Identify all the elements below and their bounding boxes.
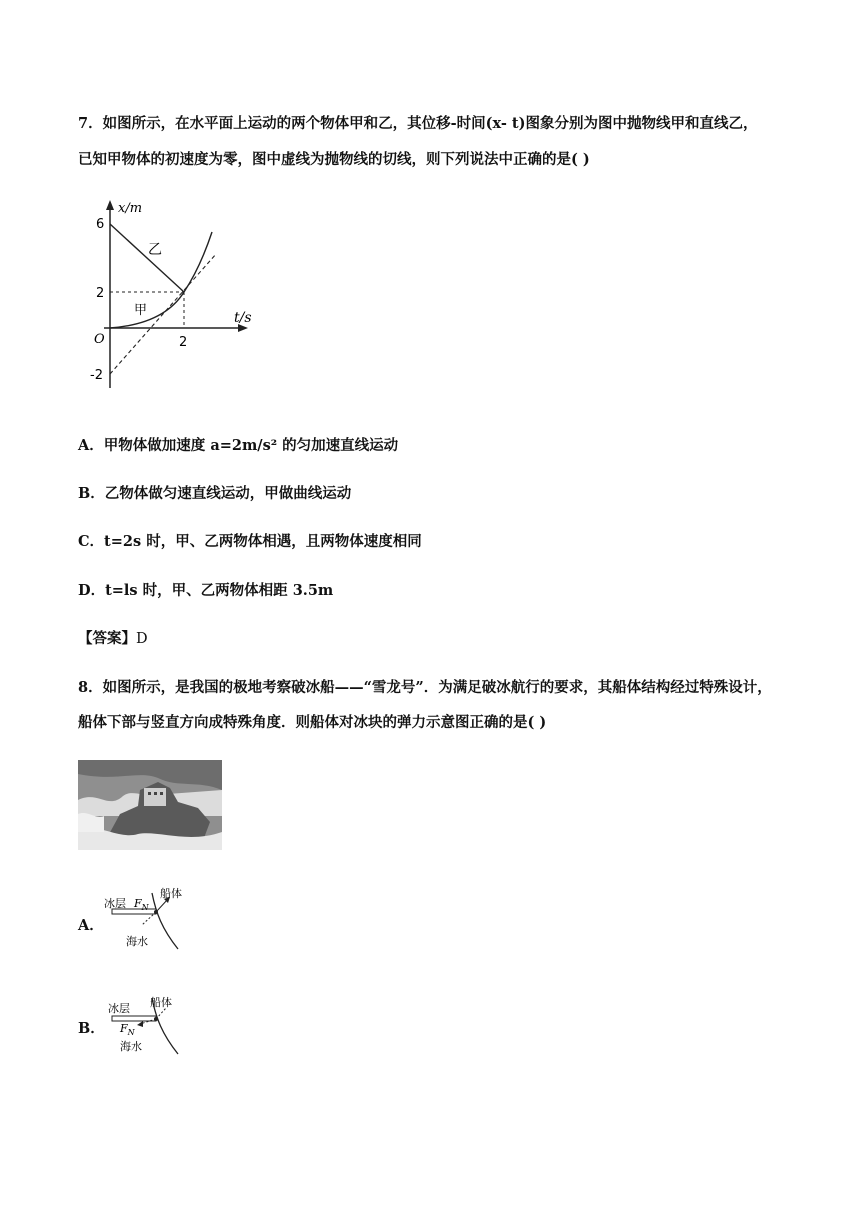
q7-stem-line2: 已知甲物体的初速度为零，图中虚线为抛物线的切线，则下列说法中正确的是( ) (78, 151, 590, 168)
tick-y-2: 2 (96, 286, 105, 301)
q7-xt-graph (84, 196, 274, 396)
hull-label: 船体 (150, 996, 172, 1009)
ice-label: 冰层 (104, 897, 126, 910)
water-label: 海水 (126, 935, 148, 948)
ice-label: 冰层 (108, 1002, 130, 1015)
q8-option-b-letter: B． (78, 1020, 105, 1037)
force-label (133, 897, 150, 912)
option-letter: D． (78, 582, 106, 599)
option-text: t=ls 时，甲、乙两物体相距 3.5m (105, 582, 334, 599)
option-text: 乙物体做匀速直线运动，甲做曲线运动 (104, 485, 352, 502)
y-axis-arrow (106, 200, 114, 210)
tick-y-neg2: -2 (90, 368, 103, 383)
answer-value: D (136, 631, 148, 647)
q7-number: 7． (78, 115, 103, 132)
label-jia: 甲 (134, 303, 148, 318)
line-yi (110, 224, 184, 292)
x-axis-label: t/s (234, 310, 252, 326)
option-text: 甲物体做加速度 a=2m/s² 的匀加速直线运动 (103, 437, 399, 454)
option-text: t=2s 时，甲、乙两物体相遇，且两物体速度相同 (104, 533, 422, 550)
q8-option-a-diagram (100, 885, 200, 953)
q7-line1 (78, 112, 757, 133)
option-letter: A． (78, 437, 104, 454)
icebreaker-photo (78, 760, 222, 850)
option-letter: B． (78, 485, 105, 502)
hull-label: 船体 (160, 887, 182, 900)
y-axis-label: x/m (118, 201, 143, 216)
q8-option-a-letter: A． (78, 917, 104, 934)
tick-x-2: 2 (179, 335, 188, 350)
origin-label: O (94, 332, 105, 347)
tick-y-6: 6 (96, 217, 105, 232)
water-label: 海水 (120, 1040, 142, 1053)
q7-option-d (78, 579, 333, 600)
force-subscript: N (141, 903, 149, 912)
force-subscript: N (127, 1028, 135, 1037)
force-symbol: F (120, 1022, 128, 1035)
q8-number: 8． (78, 679, 103, 696)
q7-option-b (78, 482, 351, 503)
label-yi: 乙 (148, 242, 162, 258)
q8-stem-line1: 如图所示，是我国的极地考察破冰船——“雪龙号”．为满足破冰航行的要求，其船体结构经过特殊设计， (102, 679, 772, 696)
q8-line1 (78, 676, 772, 697)
ice-layer (112, 1016, 156, 1021)
q7-stem-line1: 如图所示，在水平面上运动的两个物体甲和乙，其位移-时间(x- t)图象分别为图中抛物线甲和直线乙， (102, 115, 758, 132)
hull-curve (152, 893, 178, 949)
q7-option-a (78, 434, 398, 455)
q8-stem-line2: 船体下部与竖直方向成特殊角度．则船体对冰块的弹力示意图正确的是( ) (78, 714, 547, 731)
q7-option-c (78, 530, 422, 551)
force-symbol: F (134, 897, 142, 910)
option-letter: C． (78, 533, 105, 550)
answer-label: 【答案】 (78, 630, 136, 647)
q7-answer (78, 627, 148, 648)
force-label (119, 1022, 136, 1037)
q8-option-b-diagram (100, 990, 200, 1058)
